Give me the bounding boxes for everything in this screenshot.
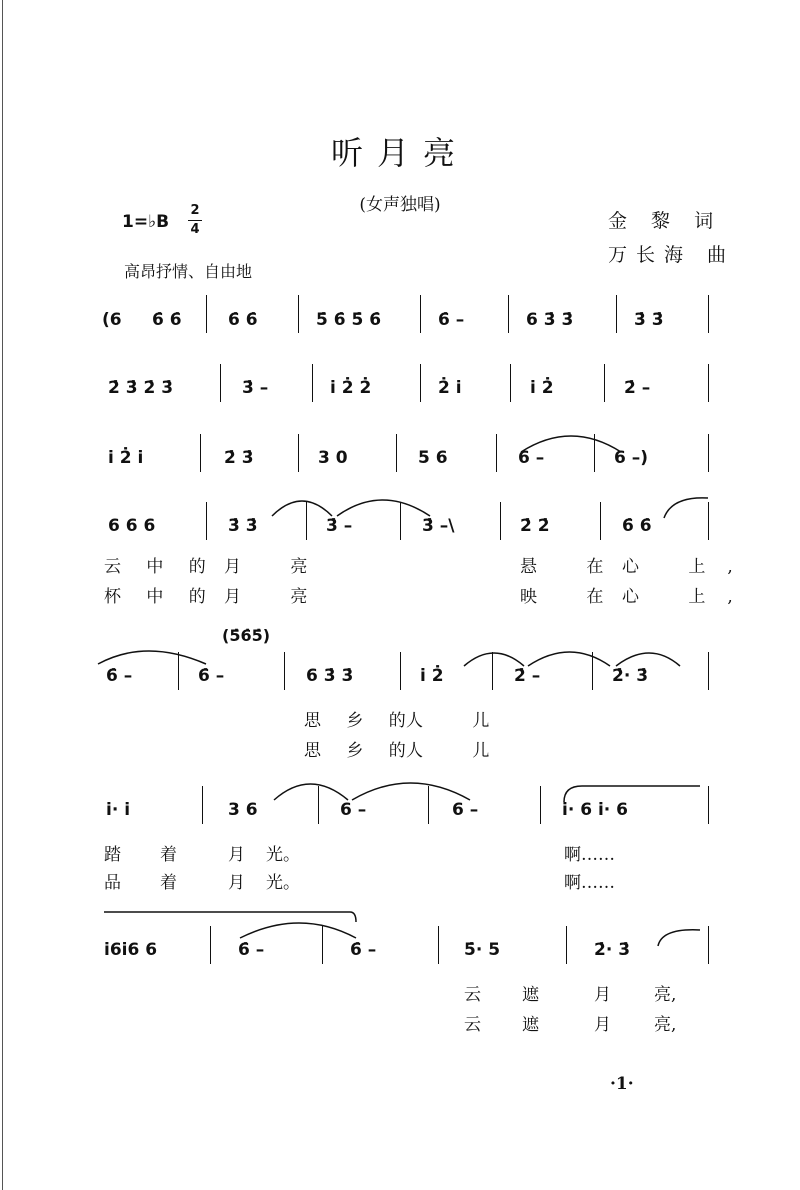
staff-system-7 [0,906,800,1056]
tie-arc [100,906,360,942]
note-group: 3 0 [318,448,348,468]
barline [604,364,605,402]
note-group: 3̇ 3̇ [228,516,258,536]
note-group: 3̇ – [242,378,269,398]
barline [220,364,221,402]
barline [708,364,709,402]
barline [508,295,509,333]
lyric-line-1: 月 亮 [224,557,330,577]
lyric-line-2: 啊…… [564,873,615,893]
barline [178,652,179,690]
lyric-line-2: 月 亮 [224,587,330,607]
note-group: 6̇ – [198,666,225,686]
lyric-line-1: 光。 [266,845,300,865]
barline [206,295,207,333]
note-group: 3̇ – [326,516,353,536]
barline [600,502,601,540]
barline [540,786,541,824]
barline [400,652,401,690]
barline [210,926,211,964]
time-signature-top: 2 [190,203,200,218]
lyric-line-2: 月 [594,1015,611,1035]
barline [298,295,299,333]
barline [306,502,307,540]
barline [420,364,421,402]
tempo-marking: 高昂抒情、自由地 [124,262,253,281]
note-group: 6 3̇ 3̇ [526,310,574,330]
note-group: 6̇ – [238,940,265,960]
note-group: 6̇ 6̇ [622,516,652,536]
lyric-line-1: 心 上, [622,557,755,577]
note-group: 3̇ –\ [422,516,455,536]
lyric-line-1: 云 [464,985,481,1005]
tie-arc [96,636,476,670]
note-group: 6̇ – [106,666,133,686]
note-group: 6 –) [614,448,649,468]
note-group: 2̇· 3̇ [612,666,649,686]
barline [396,434,397,472]
note-group: 2̇· 3̇ [594,940,631,960]
note-group: 6̇ 6̇ [228,310,258,330]
lyricist-credit: 金 黎 词 [608,210,723,232]
key-signature: 1=♭B [122,212,170,232]
note-group: (6 [102,310,122,330]
lyric-line-2: 人 儿 [406,741,512,761]
lyric-line-1: 着 [160,845,177,865]
ornament-grace-notes: (5̇6̇5̇) [222,626,271,645]
barline [566,926,567,964]
note-group: 2̇ 3̇ [224,448,254,468]
barline [616,295,617,333]
note-group: 2̇ i [438,378,462,398]
note-group: 5̇ 6̇ 5̇ 6̇ [316,310,382,330]
barline [400,502,401,540]
barline [206,502,207,540]
lyric-line-2: 月 [228,873,245,893]
lyric-line-2: 杯 中 的 [104,587,216,607]
lyric-line-1: 月 [594,985,611,1005]
time-signature-bottom: 4 [190,222,200,237]
lyric-line-1: 遮 [522,985,539,1005]
note-group: 6 – [452,800,479,820]
song-subtitle: (女声独唱) [359,195,441,215]
lyric-line-1: 思 乡 的 [304,711,416,731]
barline [200,434,201,472]
staff-system-6 [0,770,800,920]
time-signature [188,204,202,237]
tie-arc [656,924,706,950]
note-group: 3̇ 3̇ [634,310,664,330]
note-group: 6̇ – [350,940,377,960]
note-group: 5 6 [418,448,448,468]
barline [312,364,313,402]
lyric-line-2: 着 [160,873,177,893]
lyric-line-2: 亮, [654,1015,677,1035]
note-group: 6̇ 6̇ [152,310,182,330]
barline [708,786,709,824]
note-group: 6 3̇ 3̇ [306,666,354,686]
barline [496,434,497,472]
note-group: 2̇ 2̇ [520,516,550,536]
note-group: i 2̇ [420,666,444,686]
note-group: 2̇ – [514,666,541,686]
tie-arc [460,636,690,670]
barline [420,295,421,333]
lyric-line-2: 品 [104,873,121,893]
tie-arc [662,492,712,522]
song-title: 听月亮 [330,134,469,172]
lyric-line-2: 云 [464,1015,481,1035]
barline [708,502,709,540]
staff-system-4 [0,490,800,640]
barline [318,786,319,824]
barline [708,926,709,964]
lyric-line-2: 心 上, [622,587,755,607]
note-group: 6̇ – [438,310,465,330]
composer-credit: 万长海 曲 [608,244,736,266]
barline [438,926,439,964]
note-group: i· i [106,800,131,820]
note-group: 6 6 6 [108,516,156,536]
barline [492,652,493,690]
lyric-line-1: 云 中 的 [104,557,216,577]
note-group: i 2̇ 2̇ [330,378,372,398]
note-group: i 2̇ [530,378,554,398]
lyric-line-1: 人 儿 [406,711,512,731]
lyric-line-1: 月 [228,845,245,865]
lyric-line-1: 踏 [104,845,121,865]
barline [202,786,203,824]
staff-system-5 [0,624,800,774]
note-group: 2̇ 3̇ 2̇ 3̇ [108,378,174,398]
note-group: 6 – [340,800,367,820]
lyric-line-2: 遮 [522,1015,539,1035]
lyric-line-2: 映 在 [520,587,626,607]
note-group: i 2̇ i [108,448,144,468]
note-group: i6i6 6 [104,940,158,960]
lyric-line-2: 光。 [266,873,300,893]
note-group: i· 6 i· 6 [562,800,628,820]
lyric-line-1: 啊…… [564,845,615,865]
barline [510,364,511,402]
barline [594,434,595,472]
barline [428,786,429,824]
barline [284,652,285,690]
barline [298,434,299,472]
barline [500,502,501,540]
tie-arc [270,770,520,804]
note-group: 6 – [518,448,545,468]
note-group: 5̇· 5 [464,940,501,960]
barline [708,652,709,690]
barline [322,926,323,964]
barline [708,434,709,472]
barline [592,652,593,690]
lyric-line-1: 亮, [654,985,677,1005]
lyric-line-2: 思 乡 的 [304,741,416,761]
lyric-line-1: 悬 在 [520,557,626,577]
barline [708,295,709,333]
note-group: 3 6 [228,800,258,820]
note-group: 2̇ – [624,378,651,398]
page-number: ·1· [610,1074,634,1094]
